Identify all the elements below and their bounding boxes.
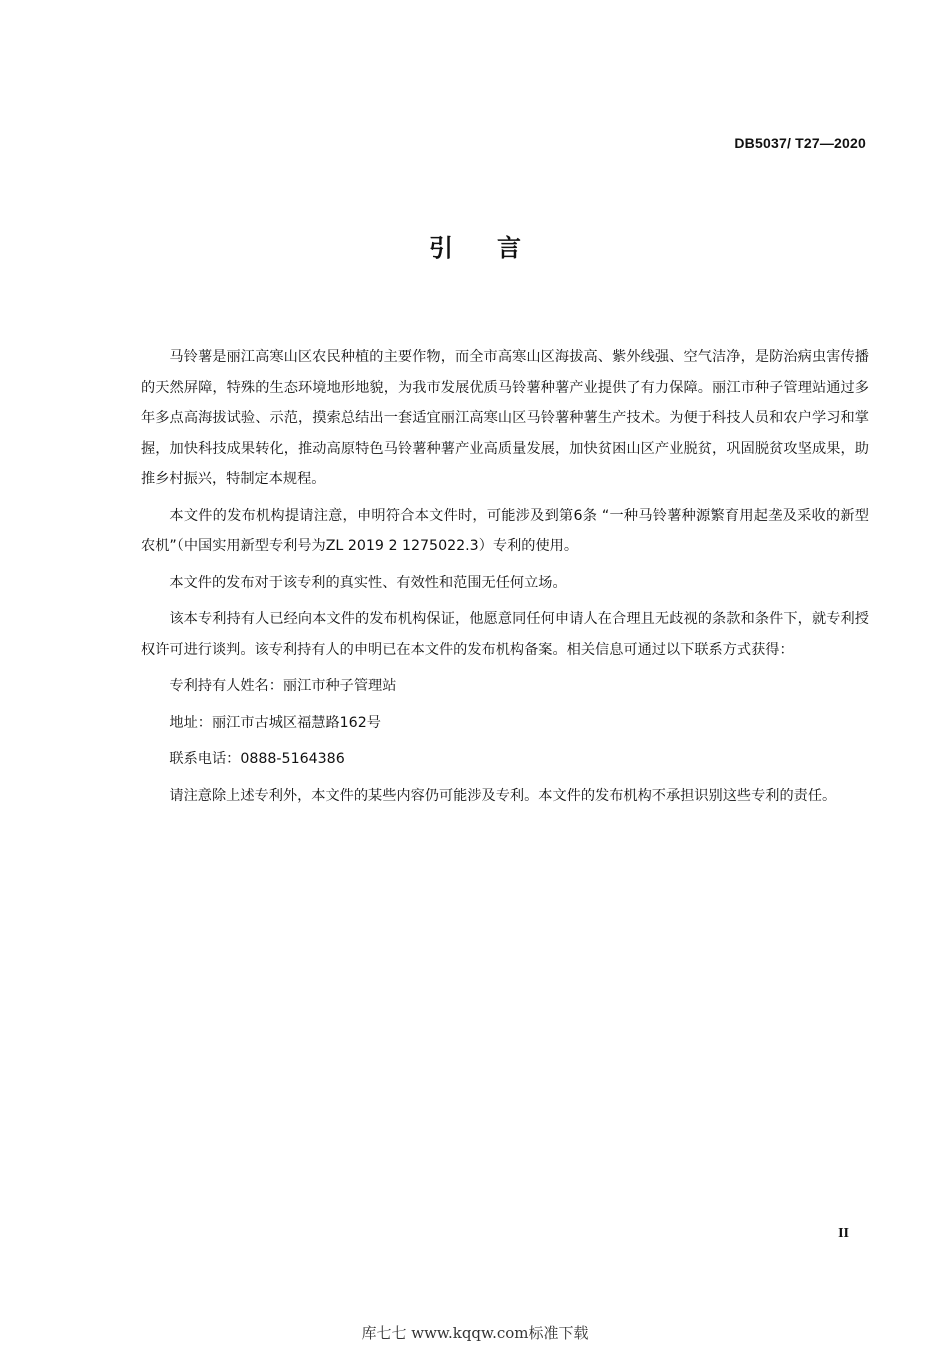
paragraph-phone: 联系电话：0888-5164386 <box>169 751 345 767</box>
download-watermark: 库七七 www.kqqw.com标准下载 <box>361 1324 589 1342</box>
paragraph-background: 马铃薯是丽江高寒山区农民种植的主要作物，而全市高寒山区海拔高、紫外线强、空气洁净，是防治病虫害传播的天然屏障，特殊的生态环境地形地貌，为我市发展优质马铃薯种薯产业提供了有力保障。丽江市种子管理站通过多年多点高海拔试验、示范，摸索总结出一套适宜丽江高寒山区马铃薯种薯生产技术。为便于科技人员和农户学习和掌握，加快科技成果转化，推动高原特色马铃薯种薯产业高质量发展，加快贫困山区产业脱贫，巩固脱贫攻坚成果，助推乡村振兴，特制定本规程。 <box>141 349 869 487</box>
paragraph-patent-holder-guarantee: 该本专利持有人已经向本文件的发布机构保证，他愿意同任何申请人在合理且无歧视的条款和条件下，就专利授权许可进行谈判。该专利持有人的申明已在本文件的发布机构备案。相关信息可通过以下联系方式获得： <box>141 611 869 658</box>
document-body <box>141 342 869 817</box>
paragraph-holder-name: 专利持有人姓名：丽江市种子管理站 <box>169 678 397 694</box>
paragraph-disclaimer: 请注意除上述专利外，本文件的某些内容仍可能涉及专利。本文件的发布机构不承担识别这些专利的责任。 <box>169 787 837 804</box>
paragraph-patent-notice: 本文件的发布机构提请注意，申明符合本文件时，可能涉及到第6条 “一种马铃薯种源繁育用起垄及采收的新型农机”（中国实用新型专利号为ZL 2019 2 1275022.3）专利的使用。 <box>141 507 869 554</box>
paragraph-address: 地址：丽江市古城区福慧路162号 <box>169 714 381 731</box>
paragraph-patent-position: 本文件的发布对于该专利的真实性、有效性和范围无任何立场。 <box>169 574 567 591</box>
page-number: II <box>838 1226 849 1241</box>
document-code: DB5037/ T27—2020 <box>734 135 866 151</box>
section-title: 引言 <box>429 234 565 262</box>
